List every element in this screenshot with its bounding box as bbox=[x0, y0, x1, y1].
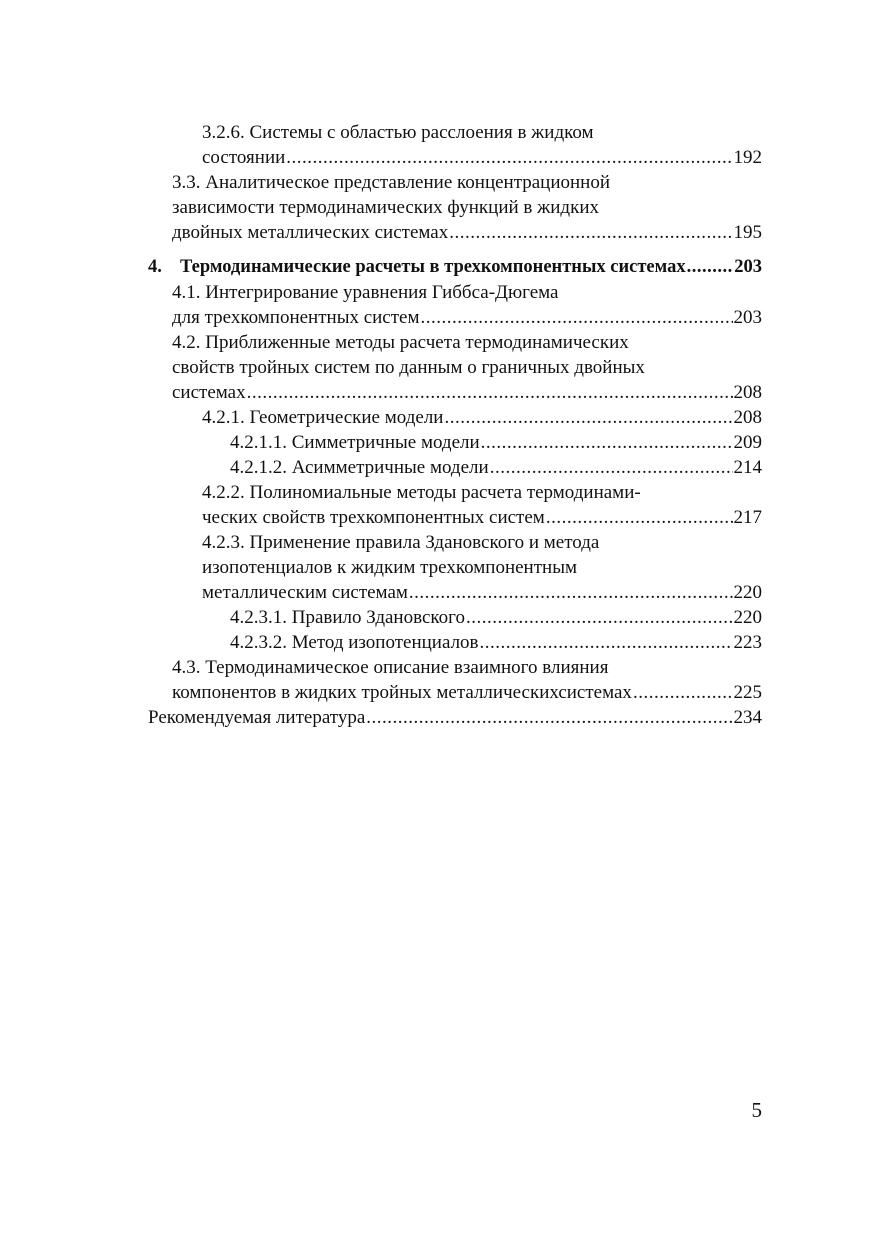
leader-dots bbox=[366, 705, 732, 730]
toc-entry-text: 4.1. Интегрирование уравнения Гиббса-Дюгема bbox=[172, 282, 559, 303]
toc-entry-text: 4.2.1. Геометрические модели bbox=[202, 407, 444, 428]
toc-page-number: 208 bbox=[733, 407, 762, 428]
leader-dots bbox=[466, 605, 733, 630]
leader-dots bbox=[421, 305, 733, 330]
toc-entry-references bbox=[148, 705, 762, 730]
toc-entry-text: 4.2.1.2. Асимметричные модели bbox=[230, 457, 489, 478]
toc-entry-text: 4.3. Термодинамическое описание взаимного влияния bbox=[172, 657, 609, 678]
toc-entry-text: зависимости термодинамических функций в жидких bbox=[172, 197, 599, 218]
toc-entry-4-2-3-1 bbox=[148, 605, 762, 630]
chapter-number: 4. bbox=[148, 257, 162, 277]
toc-page-number: 208 bbox=[733, 382, 762, 403]
toc-entry-text: 4.2. Приближенные методы расчета термодинамических bbox=[172, 332, 629, 353]
toc-entry-3-2-6 bbox=[148, 120, 762, 170]
leader-dots bbox=[286, 145, 732, 170]
toc-page-number: 225 bbox=[733, 682, 762, 703]
toc-entry-4-2-1 bbox=[148, 405, 762, 430]
toc-entry-text: свойств тройных систем по данным о граничных двойных bbox=[172, 357, 645, 378]
leader-dots bbox=[247, 380, 733, 405]
toc-entry-text: 4.2.1.1. Симметричные модели bbox=[230, 432, 480, 453]
toc-entry-4-2-3-2 bbox=[148, 630, 762, 655]
toc-entry-4-3 bbox=[148, 655, 762, 705]
toc-page-number: 203 bbox=[734, 257, 762, 277]
leader-dots bbox=[546, 505, 733, 530]
toc-entry-text: 4.2.3. Применение правила Здановского и метода bbox=[202, 532, 600, 553]
chapter-title: Термодинамические расчеты в трехкомпонентных системах bbox=[180, 257, 686, 277]
toc-entry-text: изопотенциалов к жидким трехкомпонентным bbox=[202, 557, 577, 578]
toc-entry-text: системах bbox=[172, 382, 246, 403]
toc-entry-4-2-1-2 bbox=[148, 455, 762, 480]
leader-dots bbox=[409, 580, 733, 605]
toc-entry-text: Рекомендуемая литература bbox=[148, 707, 366, 728]
toc-entry-4-1 bbox=[148, 280, 762, 330]
toc-entry-4-2-2 bbox=[148, 480, 762, 530]
toc-chapter-4 bbox=[148, 255, 762, 280]
leader-dots bbox=[480, 630, 733, 655]
toc-entry-text: 3.2.6. Системы с областью расслоения в жидком bbox=[202, 122, 594, 143]
toc-entry-text: состоянии bbox=[202, 147, 286, 168]
toc-entry-4-2-3 bbox=[148, 530, 762, 605]
toc-page-number: 220 bbox=[733, 582, 762, 603]
leader-dots bbox=[687, 255, 734, 280]
toc-entry-text: 4.2.2. Полиномиальные методы расчета термодинами- bbox=[202, 482, 641, 503]
leader-dots bbox=[449, 220, 732, 245]
toc-page-number: 220 bbox=[733, 607, 762, 628]
leader-dots bbox=[633, 680, 733, 705]
toc-entry-text: двойных металлических системах bbox=[172, 222, 449, 243]
toc-entry-text: 3.3. Аналитическое представление концентрационной bbox=[172, 172, 611, 193]
leader-dots bbox=[444, 405, 732, 430]
toc-entry-4-2-1-1 bbox=[148, 430, 762, 455]
toc-page-number: 209 bbox=[733, 432, 762, 453]
toc-entry-text: компонентов в жидких тройных металлическихсистемах bbox=[172, 682, 632, 703]
toc-page-number: 195 bbox=[733, 222, 762, 243]
toc-entry-text: для трехкомпонентных систем bbox=[172, 307, 420, 328]
toc-entry-text: металлическим системам bbox=[202, 582, 408, 603]
toc-entry-text: 4.2.3.2. Метод изопотенциалов bbox=[230, 632, 479, 653]
page-number: 5 bbox=[751, 1098, 762, 1122]
table-of-contents bbox=[148, 120, 762, 730]
toc-page-number: 214 bbox=[733, 457, 762, 478]
toc-entry-text: 4.2.3.1. Правило Здановского bbox=[230, 607, 465, 628]
toc-page-number: 223 bbox=[733, 632, 762, 653]
toc-entry-text: ческих свойств трехкомпонентных систем bbox=[202, 507, 545, 528]
toc-page-number: 217 bbox=[733, 507, 762, 528]
toc-entry-3-3 bbox=[148, 170, 762, 245]
leader-dots bbox=[481, 430, 733, 455]
toc-entry-4-2 bbox=[148, 330, 762, 405]
toc-page-number: 203 bbox=[733, 307, 762, 328]
leader-dots bbox=[490, 455, 733, 480]
toc-page-number: 192 bbox=[733, 147, 762, 168]
toc-page-number: 234 bbox=[733, 707, 762, 728]
